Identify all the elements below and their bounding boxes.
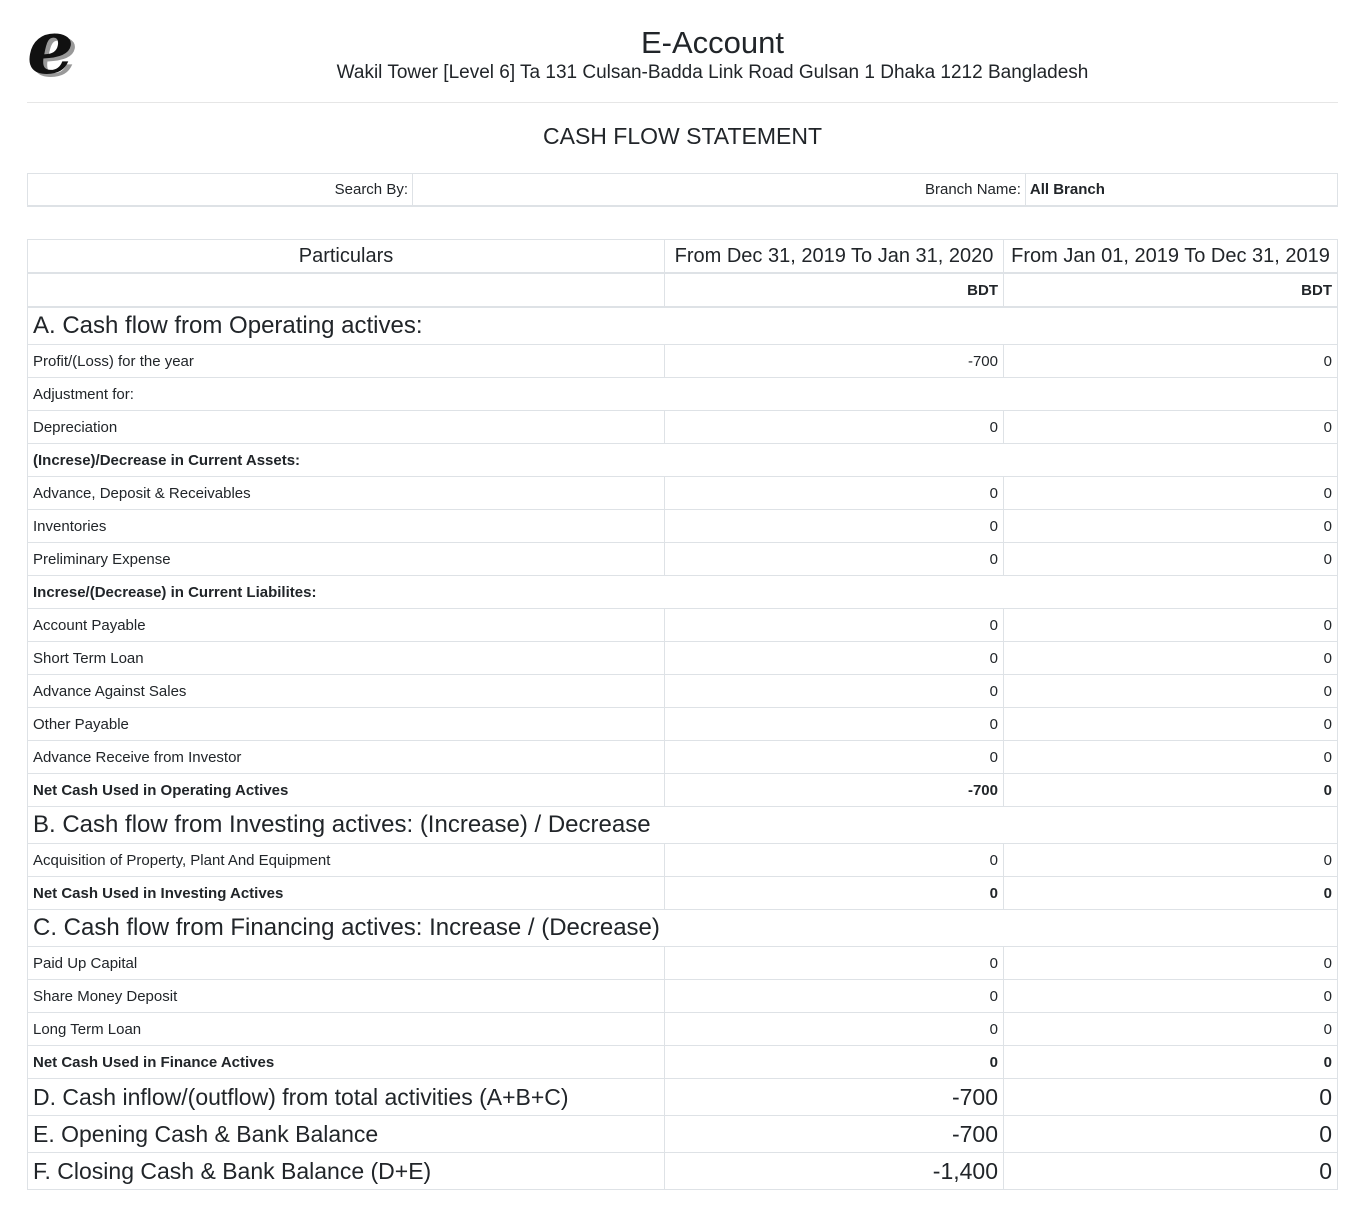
current-period-value: 0 (665, 477, 1004, 510)
current-period-value: -700 (665, 1116, 1004, 1153)
subheading: Adjustment for: (28, 378, 1338, 411)
previous-period-value: 0 (1004, 774, 1338, 807)
subheading: Increse/(Decrease) in Current Liabilites: (28, 576, 1338, 609)
table-row (28, 1046, 1338, 1079)
table-row (28, 477, 1338, 510)
current-period-value: 0 (665, 1046, 1004, 1079)
table-row (28, 609, 1338, 642)
previous-period-value: 0 (1004, 543, 1338, 576)
row-label: Paid Up Capital (28, 947, 665, 980)
row-label: Long Term Loan (28, 1013, 665, 1046)
current-period-value: 0 (665, 642, 1004, 675)
current-period-value: 0 (665, 609, 1004, 642)
table-row (28, 675, 1338, 708)
row-label: Net Cash Used in Finance Actives (28, 1046, 665, 1079)
search-by-value (413, 174, 922, 207)
table-row (28, 543, 1338, 576)
current-period-value: 0 (665, 741, 1004, 774)
table-row (28, 444, 1338, 477)
table-row (28, 345, 1338, 378)
previous-period-value: 0 (1004, 510, 1338, 543)
table-row (28, 1013, 1338, 1046)
previous-period-value: 0 (1004, 642, 1338, 675)
table-row (28, 1079, 1338, 1116)
table-row (28, 708, 1338, 741)
current-period-value: 0 (665, 980, 1004, 1013)
previous-period-value: 0 (1004, 477, 1338, 510)
row-label: Advance Against Sales (28, 675, 665, 708)
section-heading: A. Cash flow from Operating actives: (28, 307, 1338, 345)
table-row (28, 741, 1338, 774)
previous-period-value: 0 (1004, 1153, 1338, 1190)
table-row (28, 807, 1338, 844)
company-name: E-Account (640, 25, 784, 60)
row-label: D. Cash inflow/(outflow) from total activities (A+B+C) (28, 1079, 665, 1116)
table-row (28, 510, 1338, 543)
table-row (28, 307, 1338, 345)
table-row (28, 910, 1338, 947)
cash-flow-table (27, 239, 1338, 1190)
row-label: Share Money Deposit (28, 980, 665, 1013)
section-heading: C. Cash flow from Financing actives: Increase / (Decrease) (28, 910, 1338, 947)
table-row (28, 1153, 1338, 1190)
previous-period-value: 0 (1004, 345, 1338, 378)
table-row (28, 642, 1338, 675)
currency-blank (28, 273, 665, 307)
row-label: Preliminary Expense (28, 543, 665, 576)
current-period-value: 0 (665, 675, 1004, 708)
current-period-value: 0 (665, 844, 1004, 877)
row-label: Net Cash Used in Operating Actives (28, 774, 665, 807)
row-label: Short Term Loan (28, 642, 665, 675)
row-label: Depreciation (28, 411, 665, 444)
table-row (28, 980, 1338, 1013)
previous-period-value: 0 (1004, 980, 1338, 1013)
current-period-value: 0 (665, 1013, 1004, 1046)
branch-name-value: All Branch (1025, 174, 1337, 207)
table-row (28, 576, 1338, 609)
current-period-value: -1,400 (665, 1153, 1004, 1190)
column-header: From Jan 01, 2019 To Dec 31, 2019 (1004, 240, 1338, 274)
branch-name-label: Branch Name: (921, 174, 1025, 207)
previous-period-value: 0 (1004, 1046, 1338, 1079)
previous-period-value: 0 (1004, 411, 1338, 444)
table-row (28, 411, 1338, 444)
current-period-value: 0 (665, 543, 1004, 576)
current-period-value: 0 (665, 877, 1004, 910)
report-header (27, 5, 1338, 103)
row-label: Inventories (28, 510, 665, 543)
previous-period-value: 0 (1004, 844, 1338, 877)
current-period-value: -700 (665, 774, 1004, 807)
subheading: (Increse)/Decrease in Current Assets: (28, 444, 1338, 477)
row-label: F. Closing Cash & Bank Balance (D+E) (28, 1153, 665, 1190)
previous-period-value: 0 (1004, 877, 1338, 910)
row-label: Advance Receive from Investor (28, 741, 665, 774)
table-row (28, 844, 1338, 877)
previous-period-value: 0 (1004, 947, 1338, 980)
current-period-value: 0 (665, 947, 1004, 980)
currency-label: BDT (665, 273, 1004, 307)
previous-period-value: 0 (1004, 741, 1338, 774)
current-period-value: 0 (665, 708, 1004, 741)
previous-period-value: 0 (1004, 675, 1338, 708)
table-row (28, 947, 1338, 980)
current-period-value: 0 (665, 510, 1004, 543)
search-by-label: Search By: (28, 174, 413, 207)
company-address: Wakil Tower [Level 6] Ta 131 Culsan-Badda Link Road Gulsan 1 Dhaka 1212 Bangladesh (336, 62, 1089, 83)
row-label: E. Opening Cash & Bank Balance (28, 1116, 665, 1153)
company-logo: e (27, 5, 75, 91)
current-period-value: 0 (665, 411, 1004, 444)
previous-period-value: 0 (1004, 1116, 1338, 1153)
row-label: Other Payable (28, 708, 665, 741)
row-label: Account Payable (28, 609, 665, 642)
previous-period-value: 0 (1004, 1079, 1338, 1116)
current-period-value: -700 (665, 1079, 1004, 1116)
previous-period-value: 0 (1004, 1013, 1338, 1046)
previous-period-value: 0 (1004, 708, 1338, 741)
table-row (28, 1116, 1338, 1153)
row-label: Acquisition of Property, Plant And Equipment (28, 844, 665, 877)
row-label: Net Cash Used in Investing Actives (28, 877, 665, 910)
column-header: Particulars (28, 240, 665, 274)
search-criteria (27, 173, 1338, 207)
column-header: From Dec 31, 2019 To Jan 31, 2020 (665, 240, 1004, 274)
table-row (28, 877, 1338, 910)
report-page (27, 0, 1338, 1190)
statement-title: CASH FLOW STATEMENT (543, 123, 822, 149)
table-row (28, 378, 1338, 411)
previous-period-value: 0 (1004, 609, 1338, 642)
section-heading: B. Cash flow from Investing actives: (Increase) / Decrease (28, 807, 1338, 844)
currency-label: BDT (1004, 273, 1338, 307)
table-row (28, 774, 1338, 807)
row-label: Advance, Deposit & Receivables (28, 477, 665, 510)
current-period-value: -700 (665, 345, 1004, 378)
row-label: Profit/(Loss) for the year (28, 345, 665, 378)
